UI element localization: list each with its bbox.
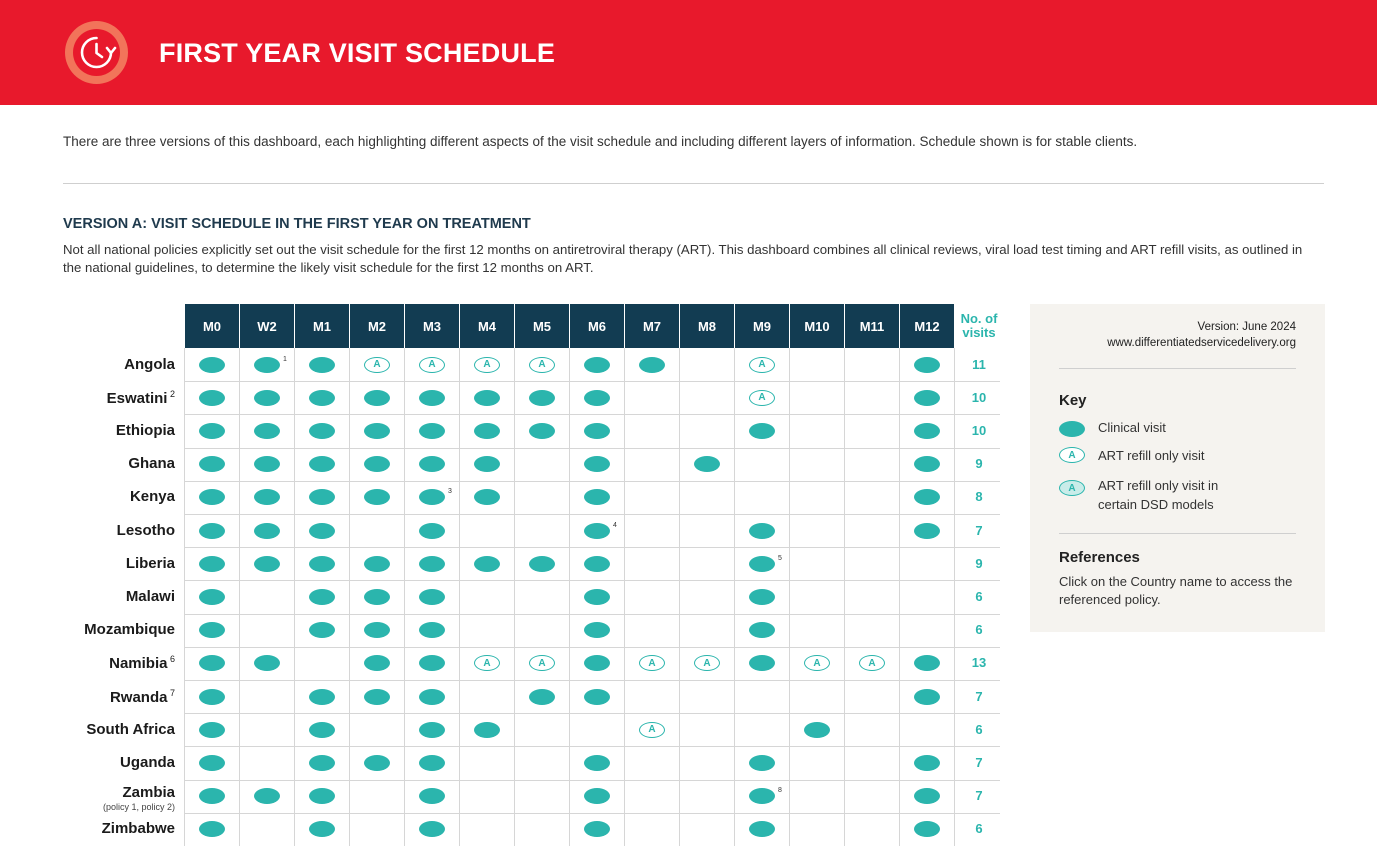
column-header: M4 (460, 304, 514, 348)
clinical-visit-marker (309, 788, 335, 804)
clinical-visit-marker (749, 755, 775, 771)
column-header: M2 (350, 304, 404, 348)
country-link[interactable]: Liberia (125, 554, 175, 572)
clinical-visit-marker (199, 622, 225, 638)
visit-count: 7 (975, 788, 983, 804)
grid-line (185, 680, 1000, 681)
visit-count: 6 (975, 821, 983, 837)
clinical-visit-marker (474, 423, 500, 439)
clinical-visit-marker (254, 456, 280, 472)
clinical-visit-marker (914, 456, 940, 472)
grid-line (404, 348, 405, 846)
column-header: M12 (900, 304, 954, 348)
country-link[interactable]: Ethiopia (115, 422, 175, 439)
key-label: ART refill only visit in (1098, 478, 1219, 493)
grid-line (569, 348, 570, 846)
clinical-visit-marker (199, 390, 225, 406)
clinical-visit-marker (914, 689, 940, 705)
grid-line (185, 780, 1000, 781)
clinical-visit-marker (364, 655, 390, 671)
column-header: M3 (405, 304, 459, 348)
grid-line (349, 348, 350, 846)
divider (63, 183, 1324, 184)
clinical-visit-marker (364, 556, 390, 572)
country-link[interactable]: Malawi (125, 588, 175, 605)
column-header: M10 (790, 304, 844, 348)
clinical-visit-marker (914, 357, 940, 373)
clinical-visit-marker (309, 390, 335, 406)
clinical-visit-marker (584, 523, 610, 539)
footnote-marker: 1 (283, 355, 287, 363)
clinical-visit-marker (199, 755, 225, 771)
clinical-visit-marker (254, 788, 280, 804)
grid-line (185, 514, 1000, 515)
art-refill-marker: A (419, 357, 445, 373)
visit-count: 8 (975, 489, 983, 505)
clinical-visit-marker (419, 755, 445, 771)
country-link[interactable]: Lesotho (116, 521, 175, 539)
country-link[interactable]: Uganda (119, 754, 175, 771)
visit-count: 9 (975, 456, 983, 472)
clinical-visit-marker (804, 722, 830, 738)
clinical-visit-marker (364, 456, 390, 472)
country-link[interactable]: Angola (124, 355, 175, 373)
page-header (0, 0, 1377, 105)
clinical-visit-marker (199, 489, 225, 505)
clinical-visit-marker (914, 655, 940, 671)
clinical-visit-marker (419, 390, 445, 406)
grid-line (184, 348, 185, 846)
section-title: VERSION A: VISIT SCHEDULE IN THE FIRST YEAR ON TREATMENT (63, 216, 531, 232)
column-header: M8 (680, 304, 734, 348)
column-header: W2 (240, 304, 294, 348)
column-header: M5 (515, 304, 569, 348)
grid-line (185, 813, 1000, 814)
grid-line (185, 381, 1000, 382)
clinical-visit-marker (199, 423, 225, 439)
clinical-visit-marker (749, 655, 775, 671)
clinical-visit-marker (254, 556, 280, 572)
clinical-visit-marker (199, 655, 225, 671)
key-label: Clinical visit (1098, 420, 1166, 435)
clinical-visit-marker (309, 622, 335, 638)
country-link[interactable]: Zimbabwe (101, 820, 175, 838)
clinical-visit-marker (584, 788, 610, 804)
clinical-visit-marker (529, 423, 555, 439)
info-panel (1030, 304, 1325, 632)
art-refill-marker: A (474, 357, 500, 373)
clinical-visit-marker (254, 423, 280, 439)
grid-line (185, 448, 1000, 449)
clinical-visit-marker (254, 390, 280, 406)
clinical-visit-marker (474, 456, 500, 472)
references-text: Click on the Country name to access the referenced policy. (1059, 574, 1293, 607)
column-header: M9 (735, 304, 789, 348)
page-title: FIRST YEAR VISIT SCHEDULE (159, 38, 556, 68)
visit-count: 7 (975, 755, 983, 770)
clinical-visit-marker (639, 357, 665, 373)
clinical-visit-marker (199, 556, 225, 572)
divider (1059, 533, 1296, 534)
clinical-visit-marker (749, 622, 775, 638)
clinical-visit-marker (364, 689, 390, 705)
website-link[interactable]: www.differentiatedservicedelivery.org (1107, 337, 1296, 349)
country-link[interactable]: Eswatini $^2$ (106, 388, 175, 407)
grid-line (185, 746, 1000, 747)
clinical-visit-marker (749, 788, 775, 804)
clinical-visit-marker (749, 821, 775, 837)
grid-line (239, 348, 240, 846)
art-refill-marker: A (749, 357, 775, 373)
art-refill-marker: A (804, 655, 830, 671)
clinical-visit-marker (584, 357, 610, 373)
clinical-visit-marker (419, 423, 445, 439)
grid-line (514, 348, 515, 846)
art-refill-marker: A (529, 357, 555, 373)
policy-links[interactable]: (policy 1, policy 2) (102, 802, 175, 813)
column-header: M1 (295, 304, 349, 348)
column-header: M11 (845, 304, 899, 348)
grid-line (789, 348, 790, 846)
clinical-visit-marker (914, 489, 940, 505)
intro-text: There are three versions of this dashboard, each highlighting different aspects of the visit schedule and including different layers of information. Schedule shown is for stable clients. (63, 134, 1138, 149)
visit-count: 7 (975, 522, 983, 538)
visit-count: 6 (975, 721, 983, 737)
visit-count: 10 (971, 423, 987, 438)
clinical-visit-marker (199, 821, 225, 837)
clinical-visit-marker (364, 390, 390, 406)
clinical-visit-marker (914, 788, 940, 804)
clinical-visit-marker (199, 722, 225, 738)
clinical-visit-marker (199, 689, 225, 705)
clinical-visit-marker (584, 755, 610, 771)
visit-count: 6 (975, 589, 983, 604)
clinical-visit-marker (914, 423, 940, 439)
clinical-visit-marker (914, 821, 940, 837)
clinical-visit-marker (529, 390, 555, 406)
clinical-visit-marker (419, 722, 445, 738)
country-link[interactable]: South Africa (86, 720, 175, 738)
grid-line (899, 348, 900, 846)
visit-count: 6 (975, 622, 983, 638)
clinical-visit-marker (474, 390, 500, 406)
visit-count: 9 (975, 555, 983, 571)
divider (1059, 368, 1296, 369)
column-header: M7 (625, 304, 679, 348)
clinical-visit-marker (309, 589, 335, 605)
country-link[interactable]: Mozambique (84, 621, 175, 639)
clinical-visit-marker (364, 755, 390, 771)
key-label: ART refill only visit (1098, 448, 1205, 463)
clinical-visit-marker (419, 456, 445, 472)
grid-line (185, 647, 1000, 648)
clinical-visit-marker (254, 357, 280, 373)
key-label: certain DSD models (1098, 497, 1214, 512)
grid-line (624, 348, 625, 846)
art-refill-marker: A (694, 655, 720, 671)
column-header: M0 (185, 304, 239, 348)
art-refill-marker: A (639, 655, 665, 671)
art-refill-marker: A (529, 655, 555, 671)
clinical-visit-marker (419, 589, 445, 605)
clinical-visit-marker (364, 589, 390, 605)
clinical-visit-marker (254, 523, 280, 539)
clinical-visit-marker (419, 523, 445, 539)
clinical-visit-marker (914, 390, 940, 406)
grid-line (185, 547, 1000, 548)
clinical-visit-marker (584, 390, 610, 406)
clinical-visit-marker (474, 556, 500, 572)
clinical-visit-marker (254, 655, 280, 671)
clinical-visit-marker (584, 689, 610, 705)
clinical-visit-marker (199, 788, 225, 804)
clock-refresh-icon (65, 21, 128, 84)
clinical-visit-marker (309, 357, 335, 373)
section-description: Not all national policies explicitly set out the visit schedule for the first 12 months on antiretroviral therapy (ART). This dashboard combines all clinical reviews, viral load test timing and ART refill visits, as outlined in the national guidelines, to determine the likely visit schedule for the first 12 months on ART. (63, 242, 1303, 275)
clinical-visit-marker (309, 456, 335, 472)
footnote-marker: 5 (778, 554, 782, 562)
grid-line (679, 348, 680, 846)
clinical-visit-marker (584, 821, 610, 837)
footnote-marker: 8 (778, 787, 782, 795)
clinical-visit-marker (309, 689, 335, 705)
clinical-visit-marker (254, 489, 280, 505)
visit-count: 7 (975, 688, 983, 704)
visit-count: 13 (971, 655, 987, 671)
clinical-visit-marker (749, 556, 775, 572)
clinical-visit-marker (749, 423, 775, 439)
clinical-visit-marker (584, 622, 610, 638)
clinical-visit-marker (584, 489, 610, 505)
country-link[interactable]: Kenya (129, 488, 175, 506)
country-link[interactable]: Rwanda $^7$ (109, 687, 175, 706)
art-refill-marker: A (639, 722, 665, 738)
grid-line (185, 414, 1000, 415)
clinical-visit-marker (584, 589, 610, 605)
clinical-visit-marker (364, 423, 390, 439)
clinical-visit-marker (199, 523, 225, 539)
clinical-visit-marker (419, 788, 445, 804)
references-title: References (1059, 549, 1140, 566)
clinical-visit-marker (309, 423, 335, 439)
clinical-visit-marker (694, 456, 720, 472)
clinical-visit-marker (419, 622, 445, 638)
grid-line (185, 614, 1000, 615)
clinical-visit-marker (474, 489, 500, 505)
clinical-visit-marker (584, 655, 610, 671)
grid-line (185, 481, 1000, 482)
art-refill-dsd-marker: A (1059, 480, 1085, 496)
clinical-visit-marker (419, 821, 445, 837)
country-link[interactable]: Namibia $^6$ (109, 654, 175, 673)
column-header: M6 (570, 304, 624, 348)
country-link[interactable]: Ghana (128, 455, 175, 473)
grid-line (185, 713, 1000, 714)
clinical-visit-marker (364, 622, 390, 638)
footnote-marker: 3 (448, 488, 452, 496)
clinical-visit-marker (584, 456, 610, 472)
grid-line (734, 348, 735, 846)
key-title: Key (1059, 392, 1087, 409)
count-header: No. of visits (955, 304, 1003, 348)
version-label: Version: June 2024 (1197, 321, 1296, 333)
art-refill-marker: A (364, 357, 390, 373)
art-refill-marker: A (474, 655, 500, 671)
clinical-visit-marker (914, 523, 940, 539)
clinical-visit-marker (309, 755, 335, 771)
clinical-visit-marker (309, 489, 335, 505)
clinical-visit-marker (749, 523, 775, 539)
grid-line (459, 348, 460, 846)
clinical-visit-marker (364, 489, 390, 505)
clinical-visit-marker (199, 589, 225, 605)
clinical-visit-marker (199, 357, 225, 373)
clinical-visit-marker (749, 589, 775, 605)
footnote-marker: 4 (613, 521, 617, 529)
clinical-visit-marker (309, 523, 335, 539)
clinical-visit-marker (419, 689, 445, 705)
clinical-visit-marker (529, 556, 555, 572)
clinical-visit-marker (309, 722, 335, 738)
clinical-visit-marker (584, 423, 610, 439)
clinical-visit-marker (914, 755, 940, 771)
clinical-visit-marker (584, 556, 610, 572)
clinical-visit-marker (529, 689, 555, 705)
visit-count: 11 (972, 356, 986, 372)
clinical-visit-marker (419, 556, 445, 572)
grid-line (185, 580, 1000, 581)
clinical-visit-marker (309, 821, 335, 837)
clinical-visit-marker (1059, 421, 1085, 437)
art-refill-marker: A (1059, 447, 1085, 463)
clinical-visit-marker (419, 489, 445, 505)
clinical-visit-marker (309, 556, 335, 572)
version-info (1107, 319, 1296, 351)
country-link[interactable]: Zambia (122, 784, 175, 802)
art-refill-marker: A (749, 390, 775, 406)
grid-line (844, 348, 845, 846)
art-refill-marker: A (859, 655, 885, 671)
visit-count: 10 (971, 389, 987, 405)
clinical-visit-marker (474, 722, 500, 738)
clinical-visit-marker (419, 655, 445, 671)
grid-line (294, 348, 295, 846)
clinical-visit-marker (199, 456, 225, 472)
